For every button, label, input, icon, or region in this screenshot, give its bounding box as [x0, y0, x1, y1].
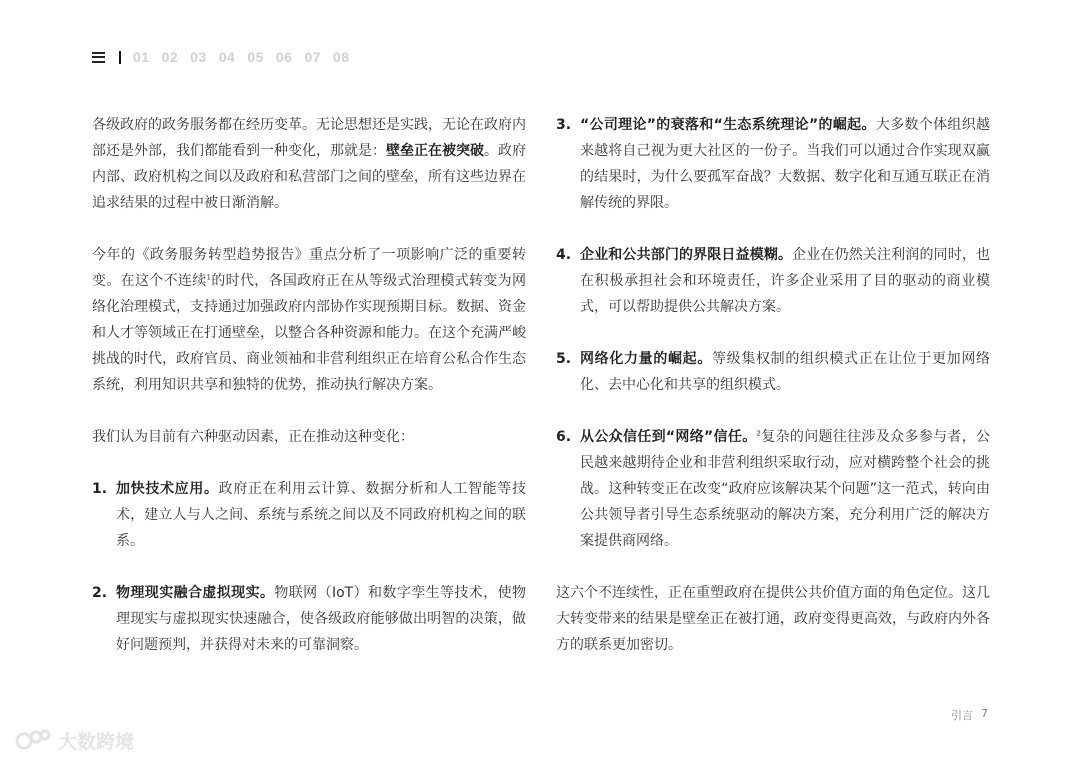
driver-number: 1.: [92, 481, 108, 497]
driver-item-5: 5. 网络化力量的崛起。等级集权制的组织模式正在让位于更加网络化、去中心化和共享的组织模式。: [556, 346, 990, 398]
driver-text: 等级集权制的组织模式正在让位于更加网络化、去中心化和共享的组织模式。: [580, 351, 991, 393]
nav-chapter-04[interactable]: 04: [218, 49, 236, 65]
watermark: [12, 726, 134, 754]
nav-chapter-02[interactable]: 02: [161, 49, 179, 65]
driver-item-1: 1. 加快技术应用。政府正在利用云计算、数据分析和人工智能等技术，建立人与人之间、系统与系统之间以及不同政府机构之间的联系。: [92, 476, 526, 554]
intro-text-end: 。政府内部、政府机构之间以及政府和私营部门之间的壁垒，所有这些边界在追求结果的过程中被日渐消解。: [92, 143, 526, 211]
driver-title: 加快技术应用: [116, 481, 204, 497]
driver-title: 从公众信任到“网络”信任: [580, 429, 743, 445]
footnote-ref-1[interactable]: 1: [206, 273, 212, 282]
intro-text-start: 各级政府的政务服务都在经历变革。无论思想还是实践，无论在政府内部还是外部，我们都能看到一种变化，那就是：: [92, 117, 526, 159]
nav-chapter-07[interactable]: 07: [304, 49, 322, 65]
driver-title: 企业和公共部门的界限日益模糊: [580, 247, 778, 263]
intro-highlight: 壁垒正在被突破: [386, 143, 484, 159]
drivers-intro: 我们认为目前有六种驱动因素，正在推动这种变化：: [92, 429, 414, 445]
driver-text: 大多数个体组织越来越将自己视为更大社区的一份子。当我们可以通过合作实现双赢的结果时，为什么要孤军奋战？大数据、数字化和互通互联正在消解传统的界限。: [580, 117, 991, 211]
driver-text: 政府正在利用云计算、数据分析和人工智能等技术，建立人与人之间、系统与系统之间以及不同政府机构之间的联系。: [116, 481, 527, 549]
driver-number: 2.: [92, 585, 108, 601]
driver-number: 5.: [556, 351, 572, 367]
section-label: 引言: [951, 709, 973, 722]
driver-number: 4.: [556, 247, 572, 263]
page-number: 7: [981, 707, 988, 720]
footnote-ref-2[interactable]: 2: [756, 429, 761, 438]
driver-title: “公司理论”的衰落和“生态系统理论”的崛起: [580, 117, 862, 133]
closing-paragraph: 这六个不连续性，正在重塑政府在提供公共价值方面的角色定位。这几大转变带来的结果是壁垒正在被打通，政府变得更高效，与政府内外各方的联系更加密切。: [556, 585, 990, 653]
report-text-end: 的时代，各国政府正在从等级式治理模式转变为网络化治理模式，支持通过加强政府内部协作实现预期目标。数据、资金和人才等领域正在打通壁垒，以整合各种资源和能力。在这个充满严峻挑战的时代，政府官员、商业领袖和非营利组织正在培育公私合作生态系统，利用知识共享和独特的优势，推动执行解决方案。: [92, 273, 527, 393]
driver-item-2: 2. 物理现实融合虚拟现实。物联网（IoT）和数字孪生等技术，使物理现实与虚拟现实快速融合，使各级政府能够做出明智的决策，做好问题预判，并获得对未来的可靠洞察。: [92, 580, 526, 658]
driver-title: 网络化力量的崛起: [580, 351, 698, 367]
right-column: [556, 112, 990, 684]
intro-paragraph: [92, 112, 526, 216]
driver-item-6: 6. 从公众信任到“网络”信任。$^2$复杂的问题往往涉及众多参与者，公民越来越期待企业和非营利组织采取行动，应对横跨整个社会的挑战。这种转变正在改变“政府应该解决某个问题”这一范式，转向由公共领导者引导生态系统驱动的解决方案，充分利用广泛的解决方案提供商网络。: [556, 424, 990, 554]
top-navigation: [92, 48, 362, 66]
driver-number: 6.: [556, 429, 572, 445]
report-paragraph: [92, 242, 526, 398]
nav-divider: [119, 51, 121, 64]
page-footer: [951, 707, 988, 723]
watermark-logo-icon: [12, 726, 52, 754]
driver-number: 3.: [556, 117, 572, 133]
nav-chapter-08[interactable]: 08: [333, 49, 350, 65]
driver-text: 企业在仍然关注利润的同时，也在积极承担社会和环境责任，许多企业采用了目的驱动的商业模式，可以帮助提供公共解决方案。: [580, 247, 991, 315]
nav-chapter-05[interactable]: 05: [247, 49, 264, 65]
driver-text: 物联网（IoT）和数字孪生等技术，使物理现实与虚拟现实快速融合，使各级政府能够做出明智的决策，做好问题预判，并获得对未来的可靠洞察。: [116, 585, 527, 653]
watermark-text: 大数跨境: [58, 730, 135, 753]
driver-text: 复杂的问题往往涉及众多参与者，公民越来越期待企业和非营利组织采取行动，应对横跨整个社会的挑战。这种转变正在改变“政府应该解决某个问题”这一范式，转向由公共领导者引导生态系统驱动的解决方案，充分利用广泛的解决方案提供商网络。: [580, 429, 991, 549]
driver-item-4: 4. 企业和公共部门的界限日益模糊。企业在仍然关注利润的同时，也在积极承担社会和环境责任，许多企业采用了目的驱动的商业模式，可以帮助提供公共解决方案。: [556, 242, 990, 320]
nav-chapter-01[interactable]: 01: [133, 49, 150, 65]
nav-chapter-06[interactable]: 06: [275, 49, 293, 65]
left-column: [92, 112, 526, 684]
menu-icon[interactable]: [92, 52, 105, 63]
driver-item-3: 3. “公司理论”的衰落和“生态系统理论”的崛起。大多数个体组织越来越将自己视为更大社区的一份子。当我们可以通过合作实现双赢的结果时，为什么要孤军奋战？大数据、数字化和互通互联正在消解传统的界限。: [556, 112, 990, 216]
nav-chapter-03[interactable]: 03: [190, 49, 207, 65]
driver-title: 物理现实融合虚拟现实: [116, 585, 260, 601]
report-text-start: 今年的《政务服务转型趋势报告》重点分析了一项影响广泛的重要转变。在这个不连续: [92, 247, 526, 289]
